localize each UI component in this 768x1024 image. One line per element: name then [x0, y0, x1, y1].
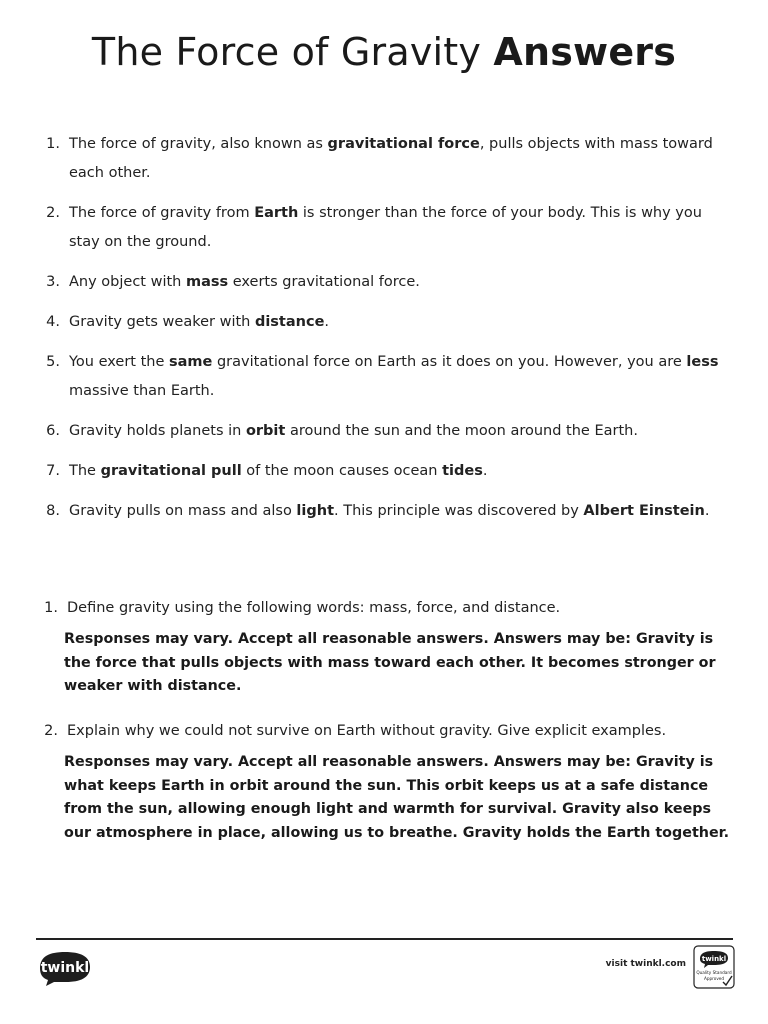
fill-in-item-number: 5. [46, 354, 60, 370]
badge-line1-text: Quality Standard [696, 970, 732, 975]
sentence-text: . This principle was discovered by [334, 503, 584, 519]
fill-in-item-6 [40, 417, 730, 446]
question-2-answer: Responses may vary. Accept all reasonable answers. Answers may be: Gravity is what keeps Earth in orbit around the sun. This orbit keeps us at a safe distance from the sun, allowing enough light and warmth for survival. Gravity also keeps our atmosphere in place, allowing us to breathe. Gravity holds the Earth together. [64, 754, 730, 841]
footer-divider [36, 938, 733, 940]
answer-keyword: same [169, 354, 213, 370]
question-2-text: Explain why we could not survive on Earth without gravity. Give explicit examples. [67, 723, 667, 739]
sentence-text: Any object with [69, 274, 186, 290]
sentence-text: The force of gravity from [69, 205, 255, 221]
fill-in-item-1 [40, 130, 730, 188]
answer-keyword: distance [254, 314, 325, 330]
question-1 [40, 597, 730, 699]
fill-in-item-4 [40, 308, 730, 337]
fill-in-item-number: 6. [46, 423, 60, 439]
question-2-prompt [40, 720, 730, 742]
sentence-text: around the sun and the moon around the Earth. [285, 423, 638, 439]
answer-keyword: mass [185, 274, 229, 290]
fill-in-item-number: 1. [46, 136, 60, 152]
fill-in-answer-list [40, 130, 730, 537]
badge-line2-text: Approved [703, 976, 725, 981]
sentence-text: You exert the [69, 354, 169, 370]
sentence-text: massive than Earth. [69, 383, 215, 399]
fill-in-item-5 [40, 348, 730, 406]
answer-keyword: gravitational pull [100, 463, 242, 479]
fill-in-item-number: 3. [46, 274, 60, 290]
answer-keyword: less [686, 354, 719, 370]
fill-in-item-3 [40, 268, 730, 297]
answer-keyword: gravitational force [327, 136, 480, 152]
page-title [0, 30, 768, 74]
sentence-text: of the moon causes ocean [241, 463, 443, 479]
page-title-bold: Answers [493, 30, 677, 74]
twinkl-logo-text: twinkl [40, 960, 90, 976]
sentence-text: . [324, 314, 330, 330]
question-1-prompt [40, 597, 730, 619]
sentence-text: , pulls objects with mass toward each other. [69, 136, 713, 181]
fill-in-item-2 [40, 199, 730, 257]
badge-brand-text: twinkl [701, 955, 727, 963]
sentence-text: The [69, 463, 101, 479]
sentence-text: . [482, 463, 488, 479]
answer-keyword: Earth [254, 205, 299, 221]
sentence-text: Gravity holds planets in [69, 423, 246, 439]
sentence-text: . [704, 503, 710, 519]
question-1-answer: Responses may vary. Accept all reasonable answers. Answers may be: Gravity is the force that pulls objects with mass toward each other. It becomes stronger or weaker with distance. [64, 631, 716, 694]
fill-in-item-number: 8. [46, 503, 60, 519]
fill-in-item-8 [40, 497, 730, 526]
fill-in-item-number: 7. [46, 463, 60, 479]
question-2 [40, 720, 730, 845]
answer-keyword: tides [442, 463, 483, 479]
sentence-text: Gravity pulls on mass and also [69, 503, 297, 519]
page-title-regular: The Force of Gravity [91, 30, 482, 74]
sentence-text: exerts gravitational force. [228, 274, 420, 290]
fill-in-item-number: 2. [46, 205, 60, 221]
sentence-text: The force of gravity, also known as [69, 136, 328, 152]
sentence-text: gravitational force on Earth as it does on you. However, you are [212, 354, 687, 370]
fill-in-item-number: 4. [46, 314, 60, 330]
footer-url-link[interactable]: visit twinkl.com [605, 959, 686, 969]
question-1-text: Define gravity using the following words: mass, force, and distance. [67, 600, 561, 616]
answer-keyword: Albert Einstein [583, 503, 705, 519]
quality-standard-badge [693, 945, 735, 989]
answer-keyword: orbit [245, 423, 286, 439]
question-2-number: 2. [44, 723, 58, 739]
fill-in-item-7 [40, 457, 730, 486]
question-1-number: 1. [44, 600, 58, 616]
sentence-text: is stronger than the force of your body. This is why you stay on the ground. [69, 205, 702, 250]
answer-keyword: light [296, 503, 334, 519]
sentence-text: Gravity gets weaker with [69, 314, 255, 330]
twinkl-logo[interactable] [36, 948, 94, 986]
